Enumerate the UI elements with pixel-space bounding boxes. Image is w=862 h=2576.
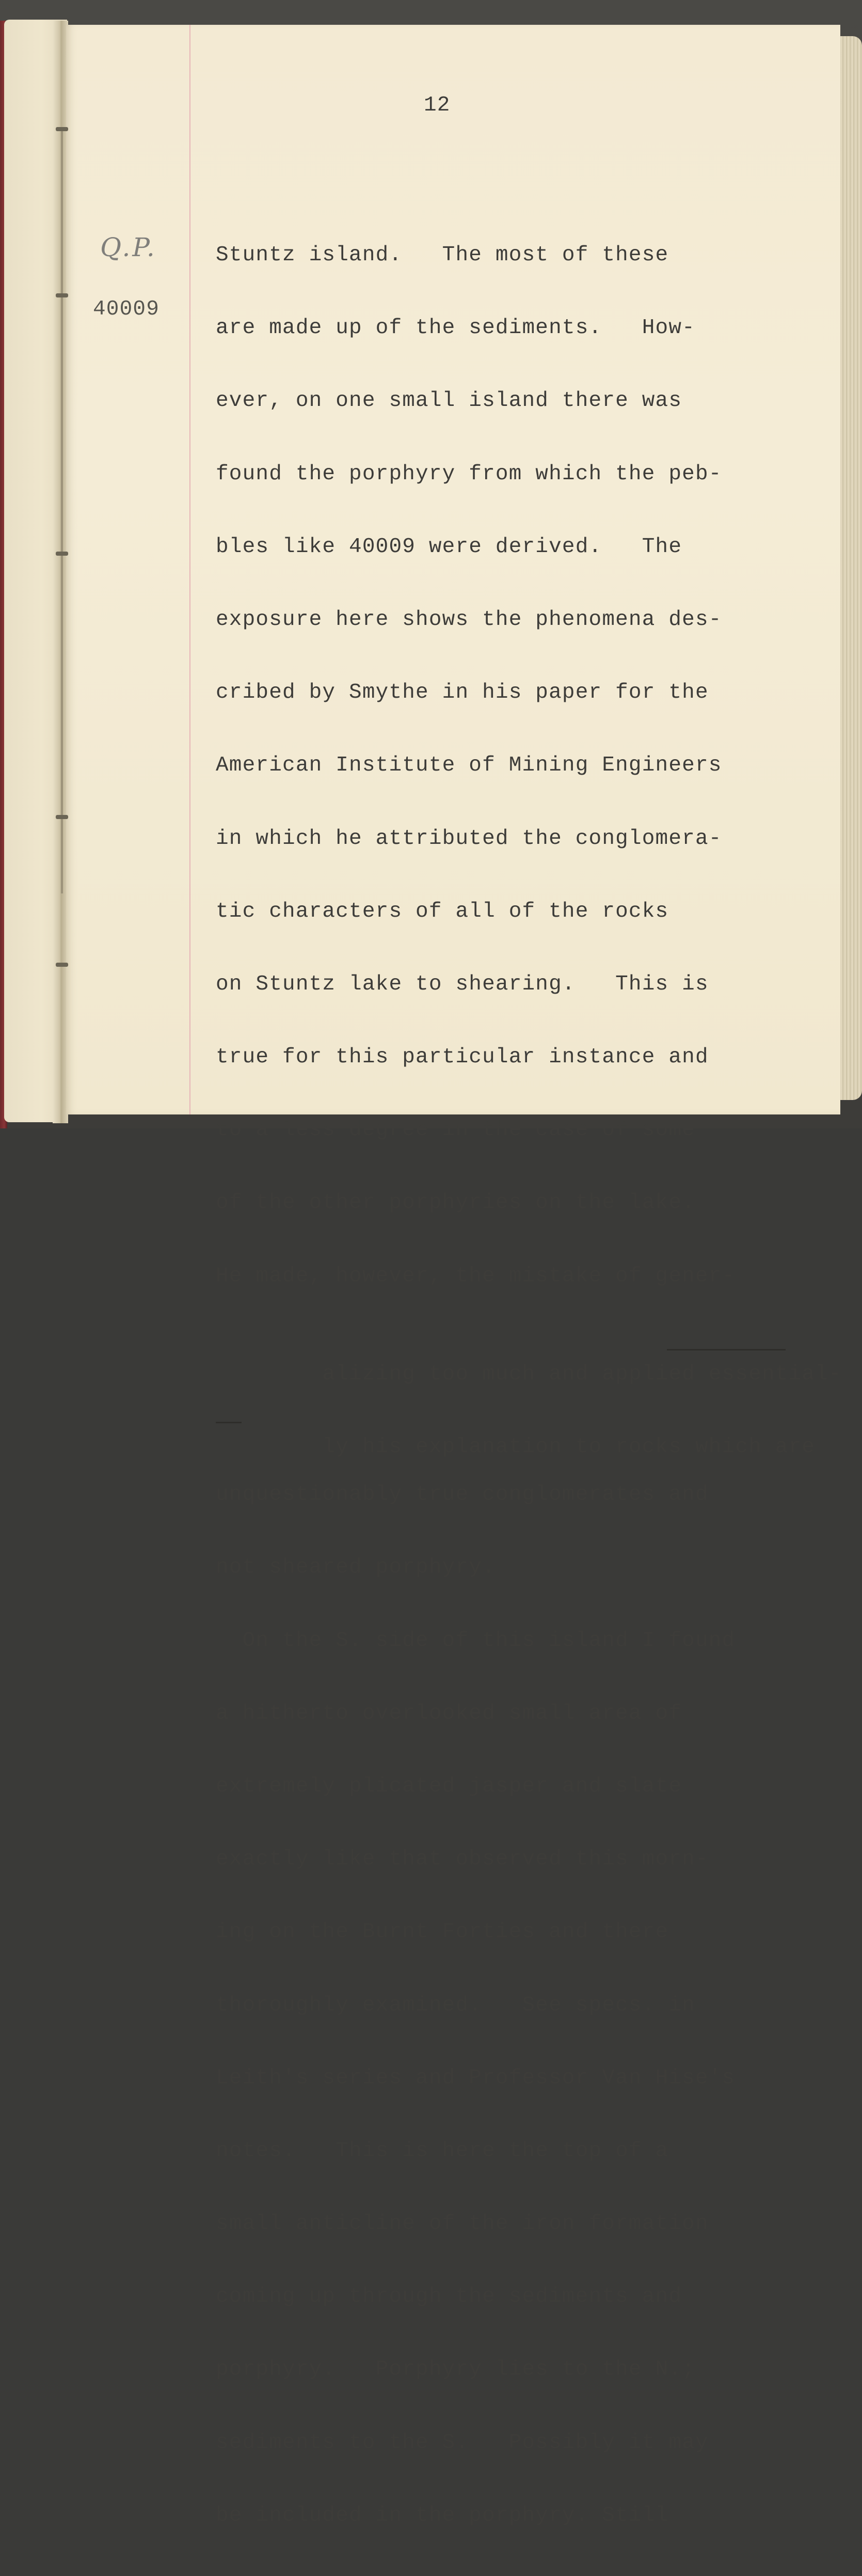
page-number: 12 bbox=[424, 93, 451, 117]
text-line: bles like 40009 were derived. The bbox=[216, 535, 682, 559]
binding-stitch bbox=[56, 127, 68, 131]
text-line: Leith's series and Professor Van Hise's bbox=[216, 2066, 736, 2090]
text-line: are made up of the sediments. How- bbox=[216, 316, 695, 340]
text-line: porphyry. Porphyry lies to the N.; bbox=[216, 2358, 695, 2382]
binding-thread bbox=[61, 129, 63, 893]
text-line: ing on the Burnt Forties and there bbox=[216, 1920, 669, 1944]
text-line: a hitherto overlooked small area of bbox=[216, 1701, 682, 1725]
binding-stitch bbox=[56, 963, 68, 967]
text-line: unquestionably true conglomerates and bbox=[216, 1483, 709, 1507]
typed-text-body bbox=[216, 195, 842, 2576]
binding-stitch bbox=[56, 552, 68, 556]
text-line: on Stuntz lake to shearing. This is bbox=[216, 972, 709, 996]
text-line: Stuntz island. The most of these bbox=[216, 243, 669, 267]
text-line-with-strikeout bbox=[216, 1337, 842, 1387]
strikethrough-mark bbox=[667, 1349, 786, 1350]
text-line: exactly like that observed this morn- bbox=[216, 1847, 709, 1872]
text-line: in which he attributed the conglomera- bbox=[216, 826, 722, 851]
text-line: of the other porphyries on the lake. bbox=[216, 1191, 695, 1215]
text-line: On the S. side of this island I found bbox=[216, 1628, 736, 1653]
text-line: notes. This is here the top of a bbox=[216, 2139, 669, 2163]
text-line: American Institute of Mining Engineers bbox=[216, 753, 722, 778]
text-line: cribed by Smythe in his paper for the bbox=[216, 681, 709, 705]
text-line: not sheared porphyry. bbox=[216, 1556, 496, 1580]
text-line: found the porphyry from which the peb- bbox=[216, 462, 722, 486]
text-line: He made, however, the mistake of gener- bbox=[216, 1264, 736, 1288]
text-line-content: alizing too much and applied essential- bbox=[322, 1362, 842, 1387]
margin-handwritten-note: Q.P. bbox=[100, 232, 157, 262]
text-line: thoroughly examined. See specs. in bbox=[216, 1993, 695, 2017]
text-line: small anticline of the iron formation bbox=[216, 2212, 709, 2236]
text-line-content: ly his explanation to rocks which are bbox=[322, 1435, 816, 1459]
text-line: to a less degree in the case of some bbox=[216, 1118, 695, 1142]
text-line: be included in the porphyry. Still bbox=[216, 2503, 669, 2527]
text-line: sediments to the S. Possibly it may bbox=[216, 2430, 709, 2455]
binding-stitch bbox=[56, 293, 68, 297]
text-line: extremely plicated jasper and slate bbox=[216, 1774, 682, 1798]
text-line: coming up through the sediments and bbox=[216, 2285, 682, 2309]
text-line: true for this particular instance and bbox=[216, 1045, 709, 1070]
text-line: tic characters of all of the rocks bbox=[216, 899, 669, 923]
text-line: ever, on one small island there was bbox=[216, 389, 682, 413]
notebook-page bbox=[66, 25, 842, 2527]
text-line: exposure here shows the phenomena des- bbox=[216, 607, 722, 632]
strikethrough-mark bbox=[216, 1422, 242, 1423]
text-line-with-strikeout bbox=[216, 1409, 842, 1459]
margin-rule bbox=[189, 25, 190, 1114]
margin-specimen-number: 40009 bbox=[93, 297, 160, 321]
binding-stitch bbox=[56, 815, 68, 819]
